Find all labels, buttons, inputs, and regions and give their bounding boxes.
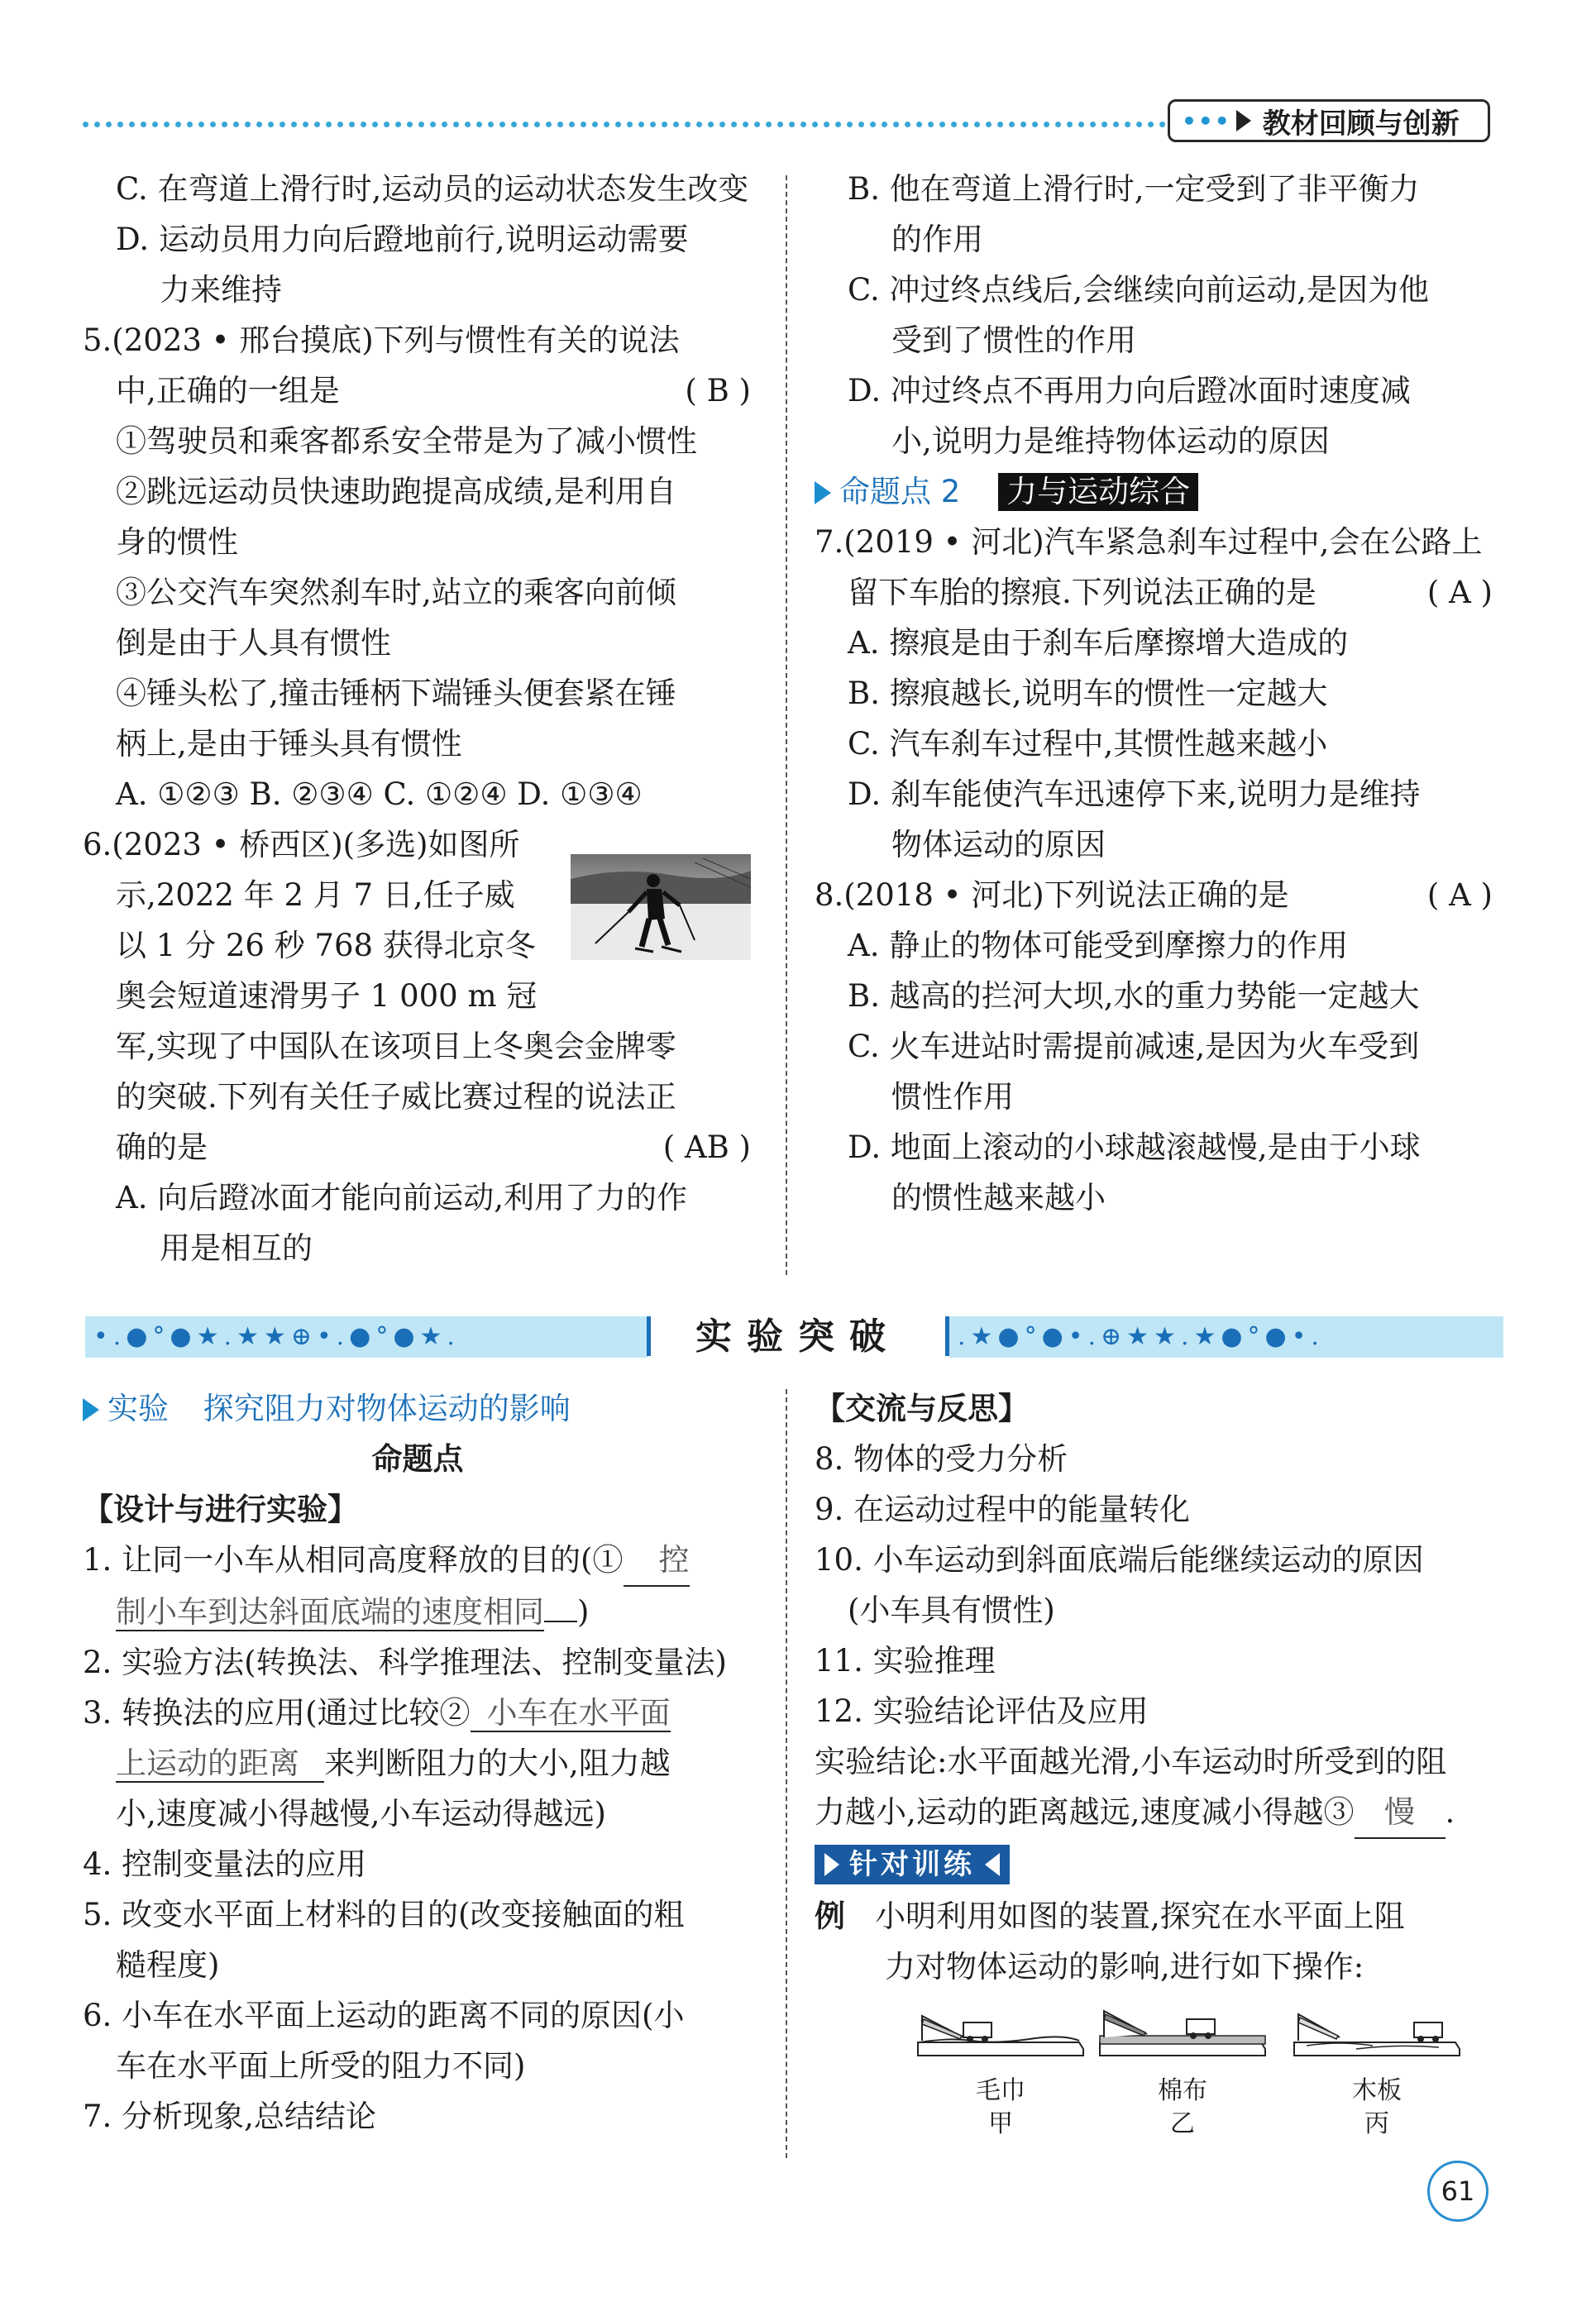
- conclusion-line: 力越小,运动的距离越远,速度减小得越③ 慢 .: [815, 1787, 1493, 1839]
- text-line: C. 汽车刹车过程中,其惯性越来越小: [848, 726, 1328, 762]
- reflect-heading: 【交流与反思】: [815, 1391, 1029, 1426]
- answer-bracket: ( A ): [1426, 575, 1493, 610]
- item-1: 1. 让同一小车从相同高度释放的目的(① 控: [83, 1535, 753, 1587]
- example-line: 力对物体运动的影响,进行如下操作:: [885, 1949, 1364, 1984]
- answer-fill: 上运动的距离: [116, 1746, 324, 1783]
- figure-cotton: [1096, 1999, 1269, 2141]
- chapter-tag: [1168, 99, 1490, 142]
- text-line: 物体运动的原因: [891, 827, 1106, 862]
- example-label: 例: [815, 1898, 845, 1934]
- item-3: 3. 转换法的应用(通过比较② 小车在水平面: [83, 1695, 671, 1731]
- text-line: 留下车胎的擦痕.下列说法正确的是 ( A ): [815, 567, 1493, 618]
- conclusion-line: 实验结论:水平面越光滑,小车运动时所受到的阻: [815, 1744, 1447, 1779]
- question-5-line: 中,正确的一组是 ( B ): [83, 365, 751, 416]
- answer-bracket: ( B ): [685, 373, 751, 408]
- heading-arrow-icon: [83, 1398, 99, 1421]
- options-line: A. ①②③ B. ②③④ C. ①②④ D. ①③④: [116, 776, 643, 812]
- item-3-cont: 上运动的距离 来判断阻力的大小,阻力越: [116, 1746, 671, 1781]
- item-12: 12. 实验结论评估及应用: [815, 1693, 1149, 1729]
- item-3-cont: 小,速度减小得越慢,小车运动得越远): [116, 1796, 606, 1831]
- example-line: 例 小明利用如图的装置,探究在水平面上阻: [815, 1898, 1405, 1934]
- text-line: A. 擦痕是由于刹车后摩擦增大造成的: [848, 625, 1349, 661]
- upper-right-column: [815, 164, 1493, 1223]
- text-line: 小,说明力是维持物体运动的原因: [891, 423, 1330, 459]
- ramp-towel-drawing: [914, 1999, 1087, 2065]
- text-line: 以 1 分 26 秒 768 获得北京冬: [116, 928, 536, 963]
- ramp-cotton-drawing: [1096, 1999, 1269, 2065]
- item-10: 10. 小车运动到斜面底端后能继续运动的原因: [815, 1542, 1424, 1578]
- point-title: 力与运动综合: [998, 473, 1198, 511]
- item-2: 2. 实验方法(转换法、科学推理法、控制变量法): [83, 1645, 727, 1680]
- item-6-cont: 车在水平面上所受的阻力不同): [116, 2048, 526, 2084]
- text-line: D. 地面上滚动的小球越滚越慢,是由于小球: [848, 1129, 1421, 1165]
- text-line: D. 冲过终点不再用力向后蹬冰面时速度减: [848, 373, 1411, 408]
- answer-bracket: ( AB ): [662, 1129, 751, 1165]
- item-9: 9. 在运动过程中的能量转化: [815, 1492, 1191, 1527]
- subheading: 命题点: [371, 1441, 464, 1477]
- text-line: 柄上,是由于锤头具有惯性: [116, 726, 462, 762]
- text-line: 惯性作用: [891, 1079, 1014, 1115]
- answer-fill: 制小车到达斜面底端的速度相同: [116, 1594, 544, 1630]
- text-line: C. 在弯道上滑行时,运动员的运动状态发生改变: [116, 171, 749, 207]
- item-1-cont: 制小车到达斜面底端的速度相同 ): [116, 1594, 590, 1630]
- answer-fill: 小车在水平面: [471, 1695, 671, 1732]
- text-line: 的惯性越来越小: [891, 1180, 1106, 1215]
- item-11: 11. 实验推理: [815, 1643, 996, 1679]
- column-divider-lower: [786, 1389, 787, 2158]
- text-line: C. 冲过终点线后,会继续向前运动,是因为他: [848, 272, 1430, 308]
- figure-tag: 乙: [1170, 2109, 1195, 2138]
- proposition-point-heading: [815, 466, 1493, 517]
- text-line: B. 擦痕越长,说明车的惯性一定越大: [848, 676, 1328, 711]
- text-line: A. 静止的物体可能受到摩擦力的作用: [848, 928, 1349, 963]
- item-4: 4. 控制变量法的应用: [83, 1846, 367, 1882]
- experiment-label: 实验: [108, 1391, 169, 1426]
- column-divider: [786, 175, 787, 1275]
- tag-dots: •••: [1182, 107, 1231, 135]
- item-5-cont: 糙程度): [116, 1947, 220, 1983]
- text-line: 军,实现了中国队在该项目上冬奥会金牌零: [116, 1029, 676, 1064]
- question-6-line: 6.(2023 • 桥西区)(多选)如图所: [83, 827, 520, 862]
- point-label: 命题点 2: [839, 474, 961, 509]
- figure-tag: 丙: [1364, 2109, 1389, 2138]
- arrow-left-icon: [985, 1853, 1000, 1876]
- answer-fill: 控: [624, 1535, 690, 1587]
- figure-towel: [914, 1999, 1087, 2141]
- item-10-cont: (小车具有惯性): [848, 1593, 1055, 1628]
- question-8-line: 8.(2018 • 河北)下列说法正确的是 ( A ): [815, 870, 1493, 920]
- answer-fill: 慢: [1355, 1787, 1445, 1839]
- answer-bracket: ( A ): [1426, 877, 1493, 913]
- text-line: 用是相互的: [160, 1230, 313, 1266]
- design-heading: 【设计与进行实验】: [83, 1492, 358, 1527]
- text-line: 的作用: [891, 222, 983, 257]
- ramp-wood-drawing: [1290, 1999, 1464, 2065]
- upper-left-column: [83, 164, 751, 1273]
- heading-arrow-icon: [815, 481, 831, 504]
- training-badge: 针对训练: [815, 1845, 1010, 1884]
- tag-text: 教材回顾与创新: [1262, 107, 1460, 141]
- text-line: 的突破.下列有关任子威比赛过程的说法正: [116, 1079, 676, 1115]
- text-line: 倒是由于人具有惯性: [116, 625, 391, 661]
- text-line: 身的惯性: [116, 524, 238, 560]
- header-dotted-rule: [83, 122, 1166, 127]
- question-5-line: 5.(2023 • 邢台摸底)下列与惯性有关的说法: [83, 322, 680, 358]
- section-bar-left: •.●°●★.★★⊕•.●°●★.: [85, 1316, 647, 1358]
- text-line: D. 运动员用力向后蹬地前行,说明运动需要: [116, 222, 689, 257]
- lower-left-column: [83, 1383, 753, 2142]
- section-title: 实验突破: [662, 1308, 934, 1366]
- item-7: 7. 分析现象,总结结论: [83, 2099, 376, 2134]
- figure-wood: [1290, 1999, 1464, 2141]
- text-line: 示,2022 年 2 月 7 日,任子威: [116, 877, 515, 913]
- text-line: ②跳远运动员快速助跑提高成绩,是利用自: [116, 474, 676, 509]
- item-6: 6. 小车在水平面上运动的距离不同的原因(小: [83, 1998, 685, 2033]
- text-line: ④锤头松了,撞击锤柄下端锤头便套紧在锤: [116, 676, 676, 711]
- text-line: ③公交汽车突然刹车时,站立的乘客向前倾: [116, 575, 676, 610]
- page-number: 61: [1427, 2161, 1488, 2222]
- figure-tag: 甲: [988, 2109, 1013, 2138]
- item-8: 8. 物体的受力分析: [815, 1441, 1068, 1477]
- text-line: B. 越高的拦河大坝,水的重力势能一定越大: [848, 978, 1420, 1014]
- skater-photo: [571, 854, 751, 960]
- text-line: 确的是 ( AB ): [83, 1122, 751, 1172]
- arrow-right-icon: [824, 1853, 839, 1876]
- text-line: 受到了惯性的作用: [891, 322, 1136, 358]
- text-line: C. 火车进站时需提前减速,是因为火车受到: [848, 1029, 1420, 1064]
- text-line: A. 向后蹬冰面才能向前运动,利用了力的作: [116, 1180, 688, 1215]
- figure-material-label: 毛巾: [976, 2076, 1025, 2105]
- text-line: B. 他在弯道上滑行时,一定受到了非平衡力: [848, 171, 1420, 207]
- question-7-line: 7.(2019 • 河北)汽车紧急刹车过程中,会在公路上: [815, 524, 1483, 560]
- experiment-title: 探究阻力对物体运动的影响: [203, 1391, 571, 1426]
- section-bar-right: .★●°●•.⊕★★.★●°●•.: [949, 1316, 1503, 1358]
- training-heading: [815, 1839, 1493, 1891]
- text-line: 力来维持: [160, 272, 282, 308]
- lower-right-column: [815, 1383, 1493, 1992]
- text-line: ①驾驶员和乘客都系安全带是为了减小惯性: [116, 423, 697, 459]
- tag-arrow-icon: [1236, 110, 1251, 131]
- figure-material-label: 棉布: [1158, 2076, 1207, 2105]
- text-line: D. 刹车能使汽车迅速停下来,说明力是维持: [848, 776, 1421, 812]
- item-5: 5. 改变水平面上材料的目的(改变接触面的粗: [83, 1897, 685, 1932]
- text-line: 奥会短道速滑男子 1 000 m 冠: [116, 978, 538, 1014]
- experiment-heading: [83, 1383, 753, 1434]
- figure-material-label: 木板: [1352, 2076, 1402, 2105]
